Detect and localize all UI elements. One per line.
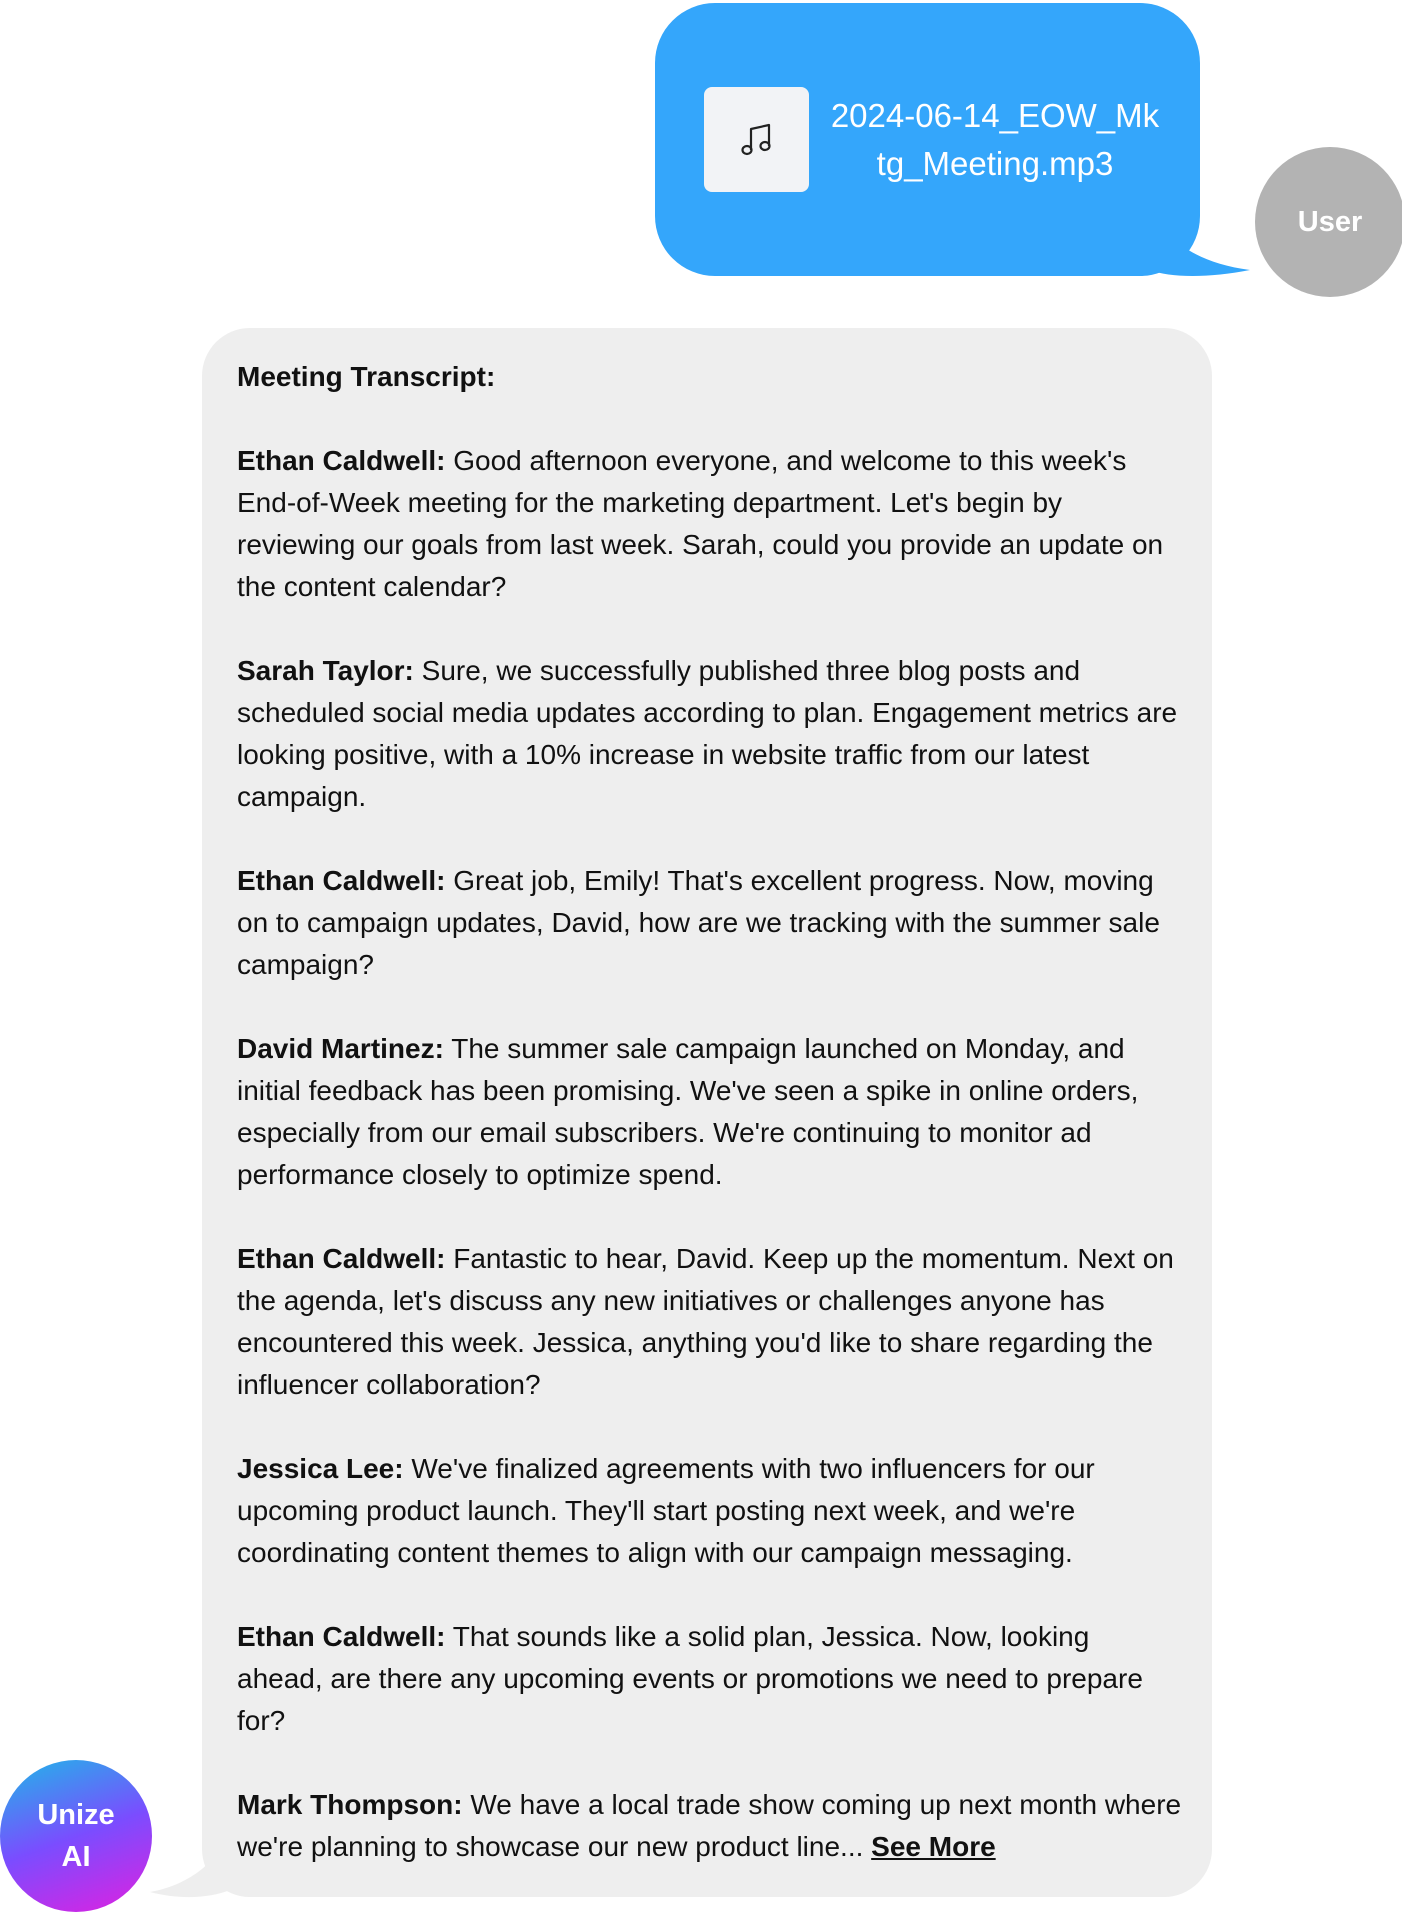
music-note-icon — [737, 120, 777, 160]
ai-avatar — [0, 1760, 152, 1912]
transcript-entry — [237, 650, 1182, 818]
speaker-name: Ethan Caldwell: — [237, 445, 446, 476]
speaker-name: Jessica Lee: — [237, 1453, 404, 1484]
speaker-name: Ethan Caldwell: — [237, 1243, 446, 1274]
speaker-text: The summer sale campaign launched on Monday, and initial feedback has been promising. We've seen a spike in online orders, especially from our email subscribers. We're continuing to monitor ad performance closely to optimize spend. — [237, 1033, 1139, 1190]
ai-message-bubble — [202, 328, 1212, 1897]
speaker-text: Good afternoon everyone, and welcome to this week's End-of-Week meeting for the marketing department. Let's begin by reviewing our goals from last week. Sarah, could you provide an update on the content calendar? — [237, 445, 1164, 602]
transcript-entry — [237, 1448, 1182, 1574]
transcript-entry — [237, 860, 1182, 986]
user-avatar — [1255, 147, 1402, 297]
speaker-name: David Martinez: — [237, 1033, 444, 1064]
user-avatar-label: User — [1297, 205, 1363, 238]
transcript-title: Meeting Transcript: — [237, 361, 496, 392]
speaker-name: Mark Thompson: — [237, 1789, 463, 1820]
ai-avatar-suffix: AI — [61, 1841, 91, 1873]
transcript-entry — [237, 440, 1182, 608]
speaker-text: That sounds like a solid plan, Jessica. Now, looking ahead, are there any upcoming events or promotions we need to prepare for? — [237, 1621, 1143, 1736]
speaker-text: We've finalized agreements with two influencers for our upcoming product launch. They'll start posting next week, and we're coordinating content themes to align with our campaign messaging. — [237, 1453, 1095, 1568]
speaker-text: We have a local trade show coming up next month where we're planning to showcase our new product line... — [237, 1789, 1182, 1862]
transcript-entry — [237, 1784, 1182, 1868]
speaker-name: Ethan Caldwell: — [237, 1621, 446, 1652]
user-bubble-tail — [1150, 200, 1250, 280]
transcript-entry — [237, 1028, 1182, 1196]
speaker-text: Fantastic to hear, David. Keep up the momentum. Next on the agenda, let's discuss any new initiatives or challenges anyone has encountered this week. Jessica, anything you'd like to share regarding the influencer collaboration? — [237, 1243, 1174, 1400]
speaker-text: Sure, we successfully published three blog posts and scheduled social media updates according to plan. Engagement metrics are looking positive, with a 10% increase in website traffic from our latest campaign. — [237, 655, 1178, 812]
speaker-name: Sarah Taylor: — [237, 655, 414, 686]
transcript-entry — [237, 1238, 1182, 1406]
audio-file-attachment[interactable] — [704, 87, 809, 192]
audio-file-name[interactable]: 2024-06-14_EOW_Mktg_Meeting.mp3 — [830, 97, 1160, 182]
transcript-entry — [237, 1616, 1182, 1742]
ai-avatar-name: Unize — [37, 1799, 115, 1831]
speaker-text: Great job, Emily! That's excellent progress. Now, moving on to campaign updates, David, how are we tracking with the summer sale campaign? — [237, 865, 1160, 980]
see-more-link[interactable]: See More — [871, 1831, 996, 1862]
speaker-name: Ethan Caldwell: — [237, 865, 446, 896]
